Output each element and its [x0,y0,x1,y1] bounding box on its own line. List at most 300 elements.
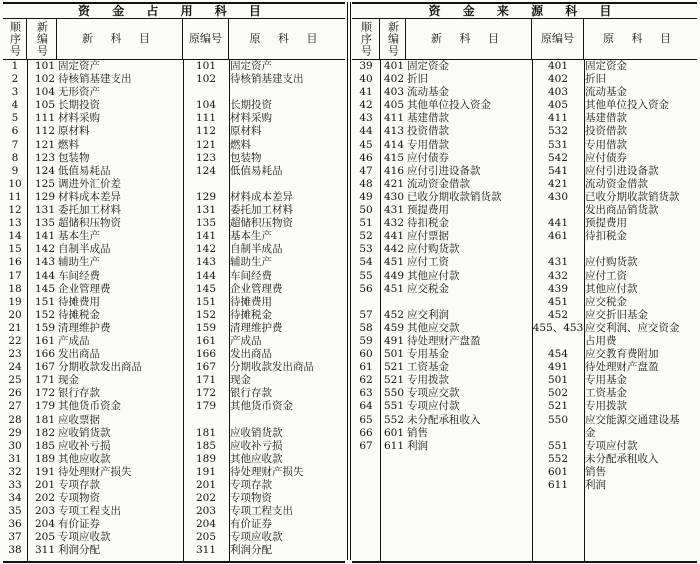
row-old-code: 151 [195,295,217,308]
row-old-name [584,243,697,256]
row-seq: 57 [359,308,373,321]
row-new-name: 材料采购 [58,112,100,125]
row-new-name: 销售 [407,426,428,439]
row-new-code: 421 [383,177,404,190]
table-row [3,112,345,125]
row-new-name: 折旧 [407,73,428,86]
row-new-code: 552 [383,413,404,426]
row-old-name: 材料采购 [230,112,272,125]
row-old-name: 其他应收款 [230,452,283,465]
row-seq: 5 [11,112,19,125]
table-row [3,139,345,152]
row-new-code: 105 [34,99,55,112]
row-new-name [406,453,532,466]
row-old-name: 包装物 [230,151,262,164]
row-new-code: 202 [34,492,55,505]
row-seq: 21 [8,321,22,334]
table-row [352,73,697,86]
row-old-name: 有价证券 [230,518,272,531]
row-new-code: 491 [383,334,404,347]
fund-source-title: 资 金 来 源 科 目 [352,4,697,19]
row-old-code: 124 [195,164,217,177]
row-new-name: 专项应交款 [407,387,460,400]
row-seq: 53 [359,243,373,256]
row-new-name: 燃料 [58,138,79,151]
row-new-code: 413 [383,125,404,138]
row-new-code: 189 [34,452,55,465]
fund-usage-header [3,19,345,60]
row-new-name: 待摊费用 [58,295,100,308]
row-new-code: 550 [383,387,404,400]
row-new-name: 其他应交款 [407,321,460,334]
row-seq: 38 [8,544,22,557]
row-seq: 18 [8,282,22,295]
row-seq: 44 [359,125,373,138]
row-seq [352,453,380,466]
row-new-name: 专项物资 [58,492,100,505]
table-row [3,400,345,413]
row-old-name: 占用费 [585,334,617,347]
table-row [352,335,697,348]
row-old-code [183,86,229,99]
row-new-code: 111 [34,112,55,125]
row-old-code: 405 [547,99,569,112]
row-seq: 46 [359,151,373,164]
row-old-code: 121 [195,138,217,151]
row-old-name: 应交税金 [585,295,627,308]
row-old-name: 应交教育费附加 [585,348,659,361]
table-row [3,479,345,492]
row-new-name: 工资基金 [407,361,449,374]
column-rule [584,60,585,561]
row-new-code [380,453,406,466]
row-old-name: 销售 [585,465,606,478]
row-new-code: 611 [383,439,404,452]
row-new-name: 原材料 [58,125,90,138]
table-row [352,204,697,217]
row-new-code: 161 [34,334,55,347]
new-code-header: 新编号 [27,19,57,59]
row-new-name: 其他应付款 [407,269,460,282]
row-new-code: 442 [383,243,404,256]
row-new-code: 414 [383,138,404,151]
row-old-name: 待摊税金 [230,308,272,321]
row-old-code [532,335,584,348]
row-new-name: 专项存款 [58,479,100,491]
row-old-code: 430 [547,190,569,203]
row-new-name: 发出商品 [58,348,100,361]
table-row [3,453,345,466]
row-old-name: 燃料 [230,138,251,151]
row-seq: 65 [359,413,373,426]
row-new-name: 材料成本差异 [58,190,121,203]
row-old-code: 143 [195,256,217,269]
row-old-name: 流动基金 [585,86,627,99]
row-new-name: 委托加工材料 [58,204,121,217]
row-old-code: 441 [547,217,569,230]
row-old-code: 454 [547,348,569,361]
row-new-name: 现金 [58,374,79,387]
row-old-code: 191 [195,465,217,478]
row-old-name: 应付工资 [585,269,627,282]
row-old-code: 439 [547,282,569,295]
row-seq: 12 [8,204,22,217]
row-seq: 2 [11,73,19,86]
row-new-code: 172 [34,387,55,400]
row-seq: 62 [359,374,373,387]
row-old-name [229,178,345,191]
row-old-name: 其他货币资金 [230,400,293,413]
row-seq: 6 [11,125,19,138]
row-old-code [183,414,229,427]
row-old-code: 452 [547,308,569,321]
row-old-code: 131 [195,204,217,217]
fund-usage-panel [3,2,345,563]
row-new-code: 171 [34,374,55,387]
row-new-code: 112 [34,125,55,138]
table-row [3,230,345,243]
row-new-name: 已收分期收款销货款 [407,190,502,203]
row-old-code: 402 [547,73,569,86]
row-new-code: 166 [34,348,55,361]
row-new-name: 有价证券 [58,518,100,531]
row-new-name: 产成品 [58,334,90,347]
row-old-code: 144 [195,269,217,282]
row-seq: 42 [359,99,373,112]
row-new-code: 167 [34,361,55,374]
table-row [352,191,697,204]
row-seq: 45 [359,138,373,151]
row-seq: 67 [359,439,373,452]
row-new-name: 自制半成品 [58,243,111,256]
row-seq: 22 [8,334,22,347]
table-row [3,60,345,73]
row-seq: 9 [11,164,19,177]
row-new-code: 415 [383,151,404,164]
table-row [352,60,697,73]
old-name-header: 原 科 目 [603,32,678,45]
table-row [3,243,345,256]
row-new-code: 451 [383,282,404,295]
row-old-code: 141 [195,230,217,243]
row-new-code: 201 [34,479,55,491]
row-old-name: 材料成本差异 [230,190,293,203]
row-new-code: 521 [383,374,404,387]
row-new-name: 基建借款 [407,112,449,125]
row-old-name: 待扣税金 [585,230,627,243]
table-row [3,348,345,361]
row-new-name: 应交税金 [407,282,449,295]
row-old-name: 其他单位投入资金 [585,99,669,112]
row-old-code: 551 [547,439,569,452]
row-new-name: 调进外汇价差 [58,177,121,190]
row-old-name: 待处理财产损失 [230,465,304,478]
row-seq: 15 [8,243,22,256]
row-seq: 4 [11,99,19,112]
row-seq: 47 [359,164,373,177]
row-old-name: 应付购货款 [585,256,638,269]
row-seq: 14 [8,230,22,243]
row-old-name: 专项应付款 [585,439,638,452]
row-seq: 13 [8,217,22,230]
row-new-code: 142 [34,243,55,256]
row-new-name: 辅助生产 [58,256,100,269]
row-old-name: 应交利润、应交资金 [585,321,680,334]
row-new-code: 405 [383,99,404,112]
row-new-name: 固定资金 [407,60,449,72]
row-old-code: 501 [547,374,569,387]
row-new-name: 长期投资 [58,99,100,112]
row-old-code: 129 [195,190,217,203]
table-row [3,427,345,440]
panel-divider [347,2,348,560]
table-row [352,427,697,440]
row-old-code: 203 [195,505,217,518]
table-row [3,361,345,374]
row-old-code: 552 [547,452,569,465]
row-seq: 32 [8,465,22,478]
row-new-name: 应付工资 [407,256,449,269]
fund-usage-rows [3,60,345,561]
row-seq: 11 [8,190,22,203]
old-name-header: 原 科 目 [249,32,325,45]
row-seq: 36 [8,518,22,531]
row-new-code: 203 [34,505,55,518]
row-seq: 30 [8,439,22,452]
row-old-name: 待摊费用 [230,295,272,308]
row-new-code: 101 [34,60,55,72]
row-old-name: 投资借款 [585,125,627,138]
row-seq: 63 [359,387,373,400]
table-row [3,165,345,178]
table-row [3,309,345,322]
row-old-code [532,427,584,440]
row-old-name: 长期投资 [230,99,272,112]
row-seq: 66 [359,426,373,439]
row-new-code: 459 [383,321,404,334]
row-seq: 25 [8,374,22,387]
row-old-name: 清理维护费 [230,321,283,334]
table-row [352,309,697,322]
row-old-name: 超储积压物资 [230,217,293,230]
table-row [352,400,697,413]
row-old-name: 应付债券 [585,151,627,164]
row-new-code: 521 [383,361,404,374]
table-row [3,322,345,335]
table-row [3,178,345,191]
row-seq: 51 [359,217,373,230]
table-row [3,466,345,479]
row-new-name [406,479,532,492]
row-seq: 40 [359,73,373,86]
row-seq: 64 [359,400,373,413]
row-new-code: 402 [383,73,404,86]
row-new-code: 416 [383,164,404,177]
row-old-name: 应收销货款 [230,426,283,439]
row-old-code: 403 [547,86,569,99]
table-row [3,505,345,518]
row-old-name: 产成品 [230,334,262,347]
row-new-code: 131 [34,204,55,217]
table-row [352,165,697,178]
row-old-code: 181 [195,426,217,439]
row-seq: 28 [8,413,22,426]
row-old-code: 531 [547,138,569,151]
row-seq [352,466,380,479]
row-old-name: 基本生产 [230,230,272,243]
row-seq: 33 [8,479,22,491]
row-new-name: 应收补亏损 [58,439,111,452]
row-new-name: 超储积压物资 [58,217,121,230]
panel-divider [350,2,351,560]
row-old-code: 451 [547,295,569,308]
new-name-header: 新 科 目 [406,19,532,59]
table-row [352,283,697,296]
row-new-name: 预提费用 [407,204,449,217]
table-row [352,440,697,453]
row-new-code: 143 [34,256,55,269]
row-old-code: 611 [547,479,569,491]
table-row [352,322,697,335]
row-old-code [532,243,584,256]
fund-source-header [352,19,697,60]
row-new-name: 待处理财产损失 [58,465,132,478]
row-old-name: 金 [585,426,596,439]
row-seq: 50 [359,204,373,217]
row-seq: 58 [359,321,373,334]
old-code-header: 原编号 [532,19,584,59]
row-old-name: 专项物资 [230,492,272,505]
table-row [3,256,345,269]
row-seq: 56 [359,282,373,295]
table-row [352,387,697,400]
row-old-name: 固定资金 [585,60,627,72]
row-old-code: 550 [547,413,569,426]
row-new-name: 利润分配 [58,544,100,557]
row-seq: 27 [8,400,22,413]
table-row [352,479,697,492]
row-old-code: 601 [547,465,569,478]
row-old-name: 基建借款 [585,112,627,125]
row-new-name: 专项工程支出 [58,505,121,518]
row-old-name: 专用借款 [585,138,627,151]
table-row [3,99,345,112]
row-old-name [229,414,345,427]
row-new-code: 129 [34,190,55,203]
row-old-name: 银行存款 [230,387,272,400]
row-seq: 39 [359,60,373,72]
row-new-code: 432 [383,217,404,230]
row-old-code: 142 [195,243,217,256]
row-seq: 41 [359,86,373,99]
row-old-name: 专项应收款 [230,531,283,544]
row-seq: 49 [359,190,373,203]
column-rule [27,60,28,561]
row-old-name: 发出商品 [230,348,272,361]
row-old-code: 189 [195,452,217,465]
row-old-name: 应交折旧基金 [585,308,648,321]
row-new-name: 应收票据 [58,413,100,426]
table-row [3,86,345,99]
row-old-name: 专用拨款 [585,400,627,413]
table-row [352,152,697,165]
table-row [352,217,697,230]
row-new-code: 151 [34,295,55,308]
row-seq: 8 [11,151,19,164]
table-row [3,152,345,165]
row-seq: 26 [8,387,22,400]
column-rule [380,60,381,561]
row-new-name: 专用基金 [407,348,449,361]
row-new-code: 145 [34,282,55,295]
row-old-code: 185 [195,439,217,452]
row-seq: 43 [359,112,373,125]
row-old-name: 辅助生产 [230,256,272,269]
row-old-name: 原材料 [230,125,262,138]
row-old-code: 542 [547,151,569,164]
row-new-name: 基本生产 [58,230,100,243]
row-seq: 55 [359,269,373,282]
table-row [352,348,697,361]
row-new-name: 投资借款 [407,125,449,138]
seq-header: 顺序号 [3,19,27,59]
table-row [352,270,697,283]
row-old-name: 折旧 [585,73,606,86]
table-row [3,440,345,453]
row-seq: 20 [8,308,22,321]
table-row [352,99,697,112]
row-new-name: 待处理财产盘盈 [407,334,481,347]
table-row [352,414,697,427]
row-seq: 31 [8,452,22,465]
row-old-code: 101 [195,60,217,72]
row-new-code: 431 [383,204,404,217]
row-old-code: 532 [547,125,569,138]
row-old-name: 流动资金借款 [585,177,648,190]
row-new-name: 银行存款 [58,387,100,400]
table-row [3,73,345,86]
fund-usage-title: 资 金 占 用 科 目 [3,4,345,19]
row-old-name: 待核销基建支出 [230,73,304,86]
row-new-code: 102 [34,73,55,86]
table-row [3,191,345,204]
table-row [3,387,345,400]
table-row [3,283,345,296]
row-old-name: 利润 [585,479,606,491]
row-new-code: 141 [34,230,55,243]
row-new-name: 企业管理费 [58,282,111,295]
row-old-name: 应交能源交通建设基 [585,413,680,426]
row-old-name: 应收补亏损 [230,439,283,452]
row-old-code: 432 [547,269,569,282]
row-new-code: 152 [34,308,55,321]
row-old-code: 491 [547,361,569,374]
table-row [3,217,345,230]
row-new-code: 104 [34,86,55,99]
row-seq: 7 [11,138,19,151]
row-new-code: 204 [34,518,55,531]
row-seq: 34 [8,492,22,505]
row-old-code: 123 [195,151,217,164]
row-new-code: 181 [34,413,55,426]
row-new-name [406,466,532,479]
row-new-code: 551 [383,400,404,413]
row-old-code: 135 [195,217,217,230]
row-new-name: 清理维护费 [58,321,111,334]
table-row [3,414,345,427]
new-code-header: 新编号 [380,19,406,59]
row-old-code: 201 [195,479,217,491]
